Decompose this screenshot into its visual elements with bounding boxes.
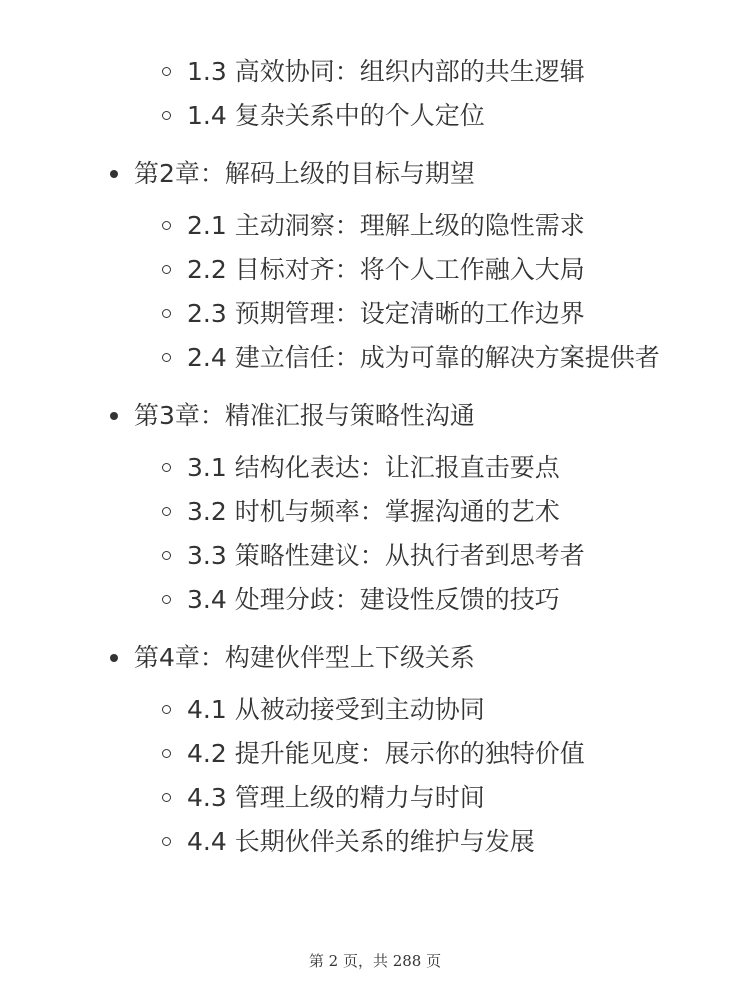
hollow-bullet-icon: [162, 221, 171, 230]
chapter-title-text: 第2章：解码上级的目标与期望: [134, 159, 475, 188]
hollow-bullet-icon: [162, 67, 171, 76]
toc-section-3-1[interactable]: [0, 448, 750, 488]
filled-bullet-icon: [110, 412, 118, 420]
section-label: 2.1 主动洞察：理解上级的隐性需求: [187, 211, 585, 240]
toc-section-3-2[interactable]: [0, 492, 750, 532]
hollow-bullet-icon: [162, 837, 171, 846]
hollow-bullet-icon: [162, 265, 171, 274]
section-label: 3.1 结构化表达：让汇报直击要点: [187, 453, 560, 482]
toc-section-2-2[interactable]: [0, 250, 750, 290]
chapter-title-text: 第4章：构建伙伴型上下级关系: [134, 643, 475, 672]
toc-section-4-2[interactable]: [0, 734, 750, 774]
hollow-bullet-icon: [162, 507, 171, 516]
chapter-1-continued-sections: [0, 52, 750, 136]
chapter-title[interactable]: [0, 638, 750, 678]
toc-section-2-4[interactable]: [0, 338, 750, 378]
toc-chapter-3: [0, 396, 750, 620]
toc-section-2-1[interactable]: [0, 206, 750, 246]
hollow-bullet-icon: [162, 749, 171, 758]
toc-section-4-3[interactable]: [0, 778, 750, 818]
section-list: [0, 206, 750, 378]
chapter-title[interactable]: [0, 154, 750, 194]
toc-chapter-4: [0, 638, 750, 862]
section-label: 4.4 长期伙伴关系的维护与发展: [187, 827, 535, 856]
toc-section-1-3[interactable]: [0, 52, 750, 92]
section-label: 3.4 处理分歧：建设性反馈的技巧: [187, 585, 560, 614]
chapter-title-text: 第3章：精准汇报与策略性沟通: [134, 401, 475, 430]
toc-section-4-1[interactable]: [0, 690, 750, 730]
toc-section-3-4[interactable]: [0, 580, 750, 620]
section-label: 2.4 建立信任：成为可靠的解决方案提供者: [187, 343, 660, 372]
section-label: 1.3 高效协同：组织内部的共生逻辑: [187, 57, 585, 86]
filled-bullet-icon: [110, 654, 118, 662]
toc-section-1-4[interactable]: [0, 96, 750, 136]
toc-section-2-3[interactable]: [0, 294, 750, 334]
section-list: [0, 448, 750, 620]
section-list: [0, 690, 750, 862]
toc-section-4-4[interactable]: [0, 822, 750, 862]
hollow-bullet-icon: [162, 463, 171, 472]
hollow-bullet-icon: [162, 705, 171, 714]
chapter-title[interactable]: [0, 396, 750, 436]
section-label: 3.3 策略性建议：从执行者到思考者: [187, 541, 585, 570]
section-label: 3.2 时机与频率：掌握沟通的艺术: [187, 497, 560, 526]
chapter-list: [0, 154, 750, 862]
hollow-bullet-icon: [162, 111, 171, 120]
section-label: 1.4 复杂关系中的个人定位: [187, 101, 485, 130]
hollow-bullet-icon: [162, 353, 171, 362]
section-label: 4.1 从被动接受到主动协同: [187, 695, 485, 724]
hollow-bullet-icon: [162, 793, 171, 802]
hollow-bullet-icon: [162, 309, 171, 318]
page-number: 第 2 页，共 288 页: [308, 952, 442, 970]
section-label: 4.2 提升能见度：展示你的独特价值: [187, 739, 585, 768]
section-label: 2.2 目标对齐：将个人工作融入大局: [187, 255, 585, 284]
filled-bullet-icon: [110, 170, 118, 178]
page-footer: [0, 950, 750, 971]
toc-section-3-3[interactable]: [0, 536, 750, 576]
section-label: 4.3 管理上级的精力与时间: [187, 783, 485, 812]
section-label: 2.3 预期管理：设定清晰的工作边界: [187, 299, 585, 328]
toc-chapter-2: [0, 154, 750, 378]
hollow-bullet-icon: [162, 551, 171, 560]
hollow-bullet-icon: [162, 595, 171, 604]
table-of-contents: [0, 52, 750, 866]
